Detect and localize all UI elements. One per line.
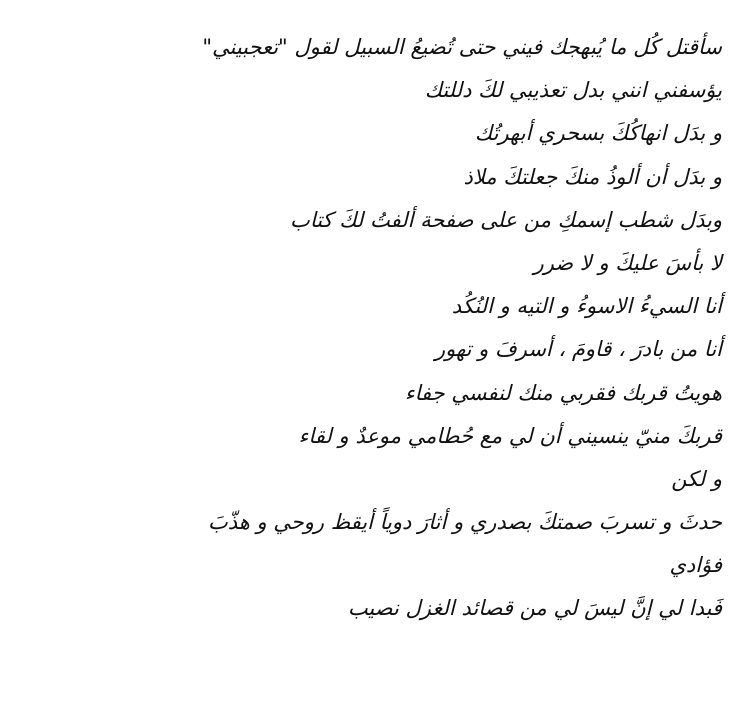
poem-line: لا بأسَ عليكَ و لا ضرر [533, 250, 722, 275]
poem-line: يؤسفني انني بدل تعذيبي لكَ دللتك [424, 78, 722, 103]
poem-line: وبدَل شطب إسمكِ من على صفحة ألفتُ لكَ كتاب [290, 207, 722, 232]
poem-line: و بدَل انهاكُكَ بسحري أبهرتُك [474, 121, 722, 146]
poem-line: فَبدا لي إنَّ ليسَ لي من قصائد الغزل نصيب [347, 596, 722, 621]
poem-line: هويتُ قربك فقربي منك لنفسي جفاء [404, 380, 722, 405]
poem-line: فؤادي [669, 553, 722, 578]
poem-line: قربكَ منيّ ينسيني أن لي مع حُطامي موعدٌ و لقاء [298, 423, 722, 448]
poem-line: أنا السيءُ الاسوءُ و التيه و النُكُد [451, 294, 722, 319]
poem-line: و لكن [671, 466, 722, 491]
poem-text [42, 26, 722, 631]
poem-line: أنا من بادرَ ، قاومَ ، أسرفَ و تهور [434, 337, 722, 362]
poem-line: حدثَ و تسربَ صمتكَ بصدري و أثارَ دوياً أيقظ روحي و هذّبَ [207, 510, 722, 535]
poem-line: سأقتل كُل ما يُبهجك فيني حتى تُضيعُ السبيل لقول "تعجبيني" [202, 35, 722, 59]
poem-line: و بدَل أن ألوذُ منكَ جعلتكَ ملاذ [463, 164, 722, 189]
